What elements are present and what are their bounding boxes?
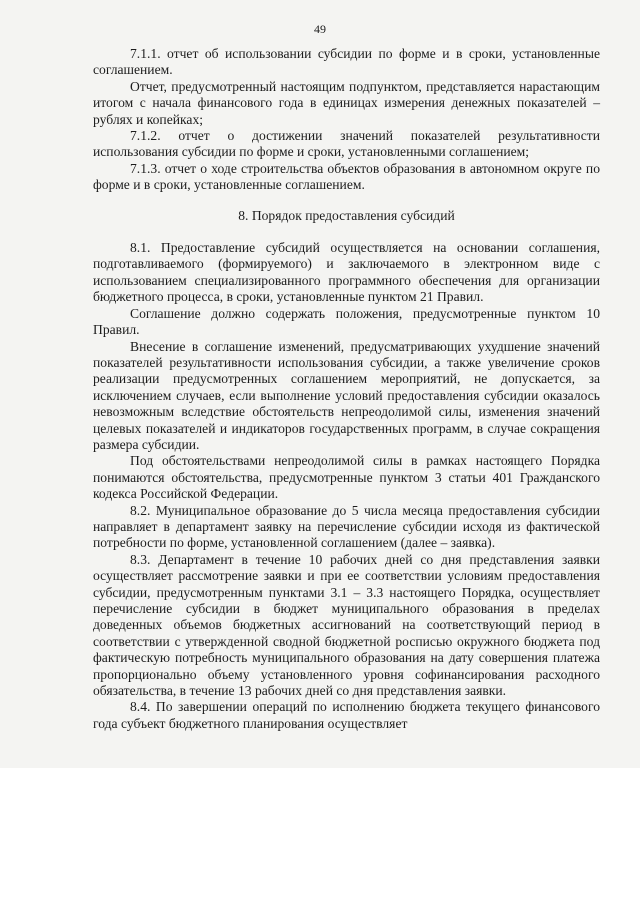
paragraph: 8.3. Департамент в течение 10 рабочих дней со дня представления заявки осуществляет рассмотрение заявки и при ее соответствии условиям предоставления субсидии, предусмотренным пунктами 3.1 – 3.3 настоящего Порядка, осуществляет перечисление субсидии в бюджет муниципального образования в пределах доведенных объемов бюджетных ассигнований на соответствующий период в соответствии с утвержденной сводной бюджетной росписью окружного бюджета под фактическую потребность муниципального образования на дату совершения платежа пропорционально объему установленного уровня софинансирования расходного обязательства, в течение 13 рабочих дней со дня представления заявки.	[93, 551, 600, 699]
paragraph: 8.2. Муниципальное образование до 5 числа месяца предоставления субсидии направляет в департамент заявку на перечисление субсидии исходя из фактической потребности по форме, установленной соглашением (далее – заявка).	[93, 502, 600, 551]
paragraph: 8.1. Предоставление субсидий осуществляется на основании соглашения, подготавливаемого (формируемого) и заключаемого в электронном виде с использованием специализированного программного обеспечения для организации бюджетного процесса, в сроки, установленные пунктом 21 Правил.	[93, 240, 600, 305]
page-number: 49	[314, 22, 326, 36]
blank-margin	[0, 768, 640, 905]
paragraph: Под обстоятельствами непреодолимой силы в рамках настоящего Порядка понимаются обстоятельства, предусмотренные пунктом 3 статьи 401 Гражданского кодекса Российской Федерации.	[93, 453, 600, 502]
paragraph: 7.1.2. отчет о достижении значений показателей результативности использования субсидии по форме и сроки, установленными соглашением;	[93, 128, 600, 160]
paragraph: Соглашение должно содержать положения, предусмотренные пунктом 10 Правил.	[93, 305, 600, 338]
paragraph: 7.1.1. отчет об использовании субсидии по форме и в сроки, установленные соглашением.	[93, 46, 600, 78]
paragraph: 7.1.3. отчет о ходе строительства объектов образования в автономном округе по форме и в сроки, установленные соглашением.	[93, 160, 600, 193]
paragraph: Отчет, предусмотренный настоящим подпунктом, представляется нарастающим итогом с начала финансового года в единицах измерения денежных показателей – рублях и копейках;	[93, 78, 600, 127]
document-body	[93, 46, 600, 732]
section-heading: 8. Порядок предоставления субсидий	[238, 207, 455, 223]
paragraph: Внесение в соглашение изменений, предусматривающих ухудшение значений показателей результативности использования субсидии, а также увеличение сроков реализации предусмотренных соглашением мероприятий, не допускается, за исключением случаев, если выполнение условий предоставления субсидии оказалось невозможным вследствие обстоятельств непреодолимой силы, изменения значений целевых показателей и индикаторов государственных программ, в случае сокращения размера субсидии.	[93, 338, 600, 452]
paragraph: 8.4. По завершении операций по исполнению бюджета текущего финансового года субъект бюджетного планирования осуществляет	[93, 699, 600, 731]
